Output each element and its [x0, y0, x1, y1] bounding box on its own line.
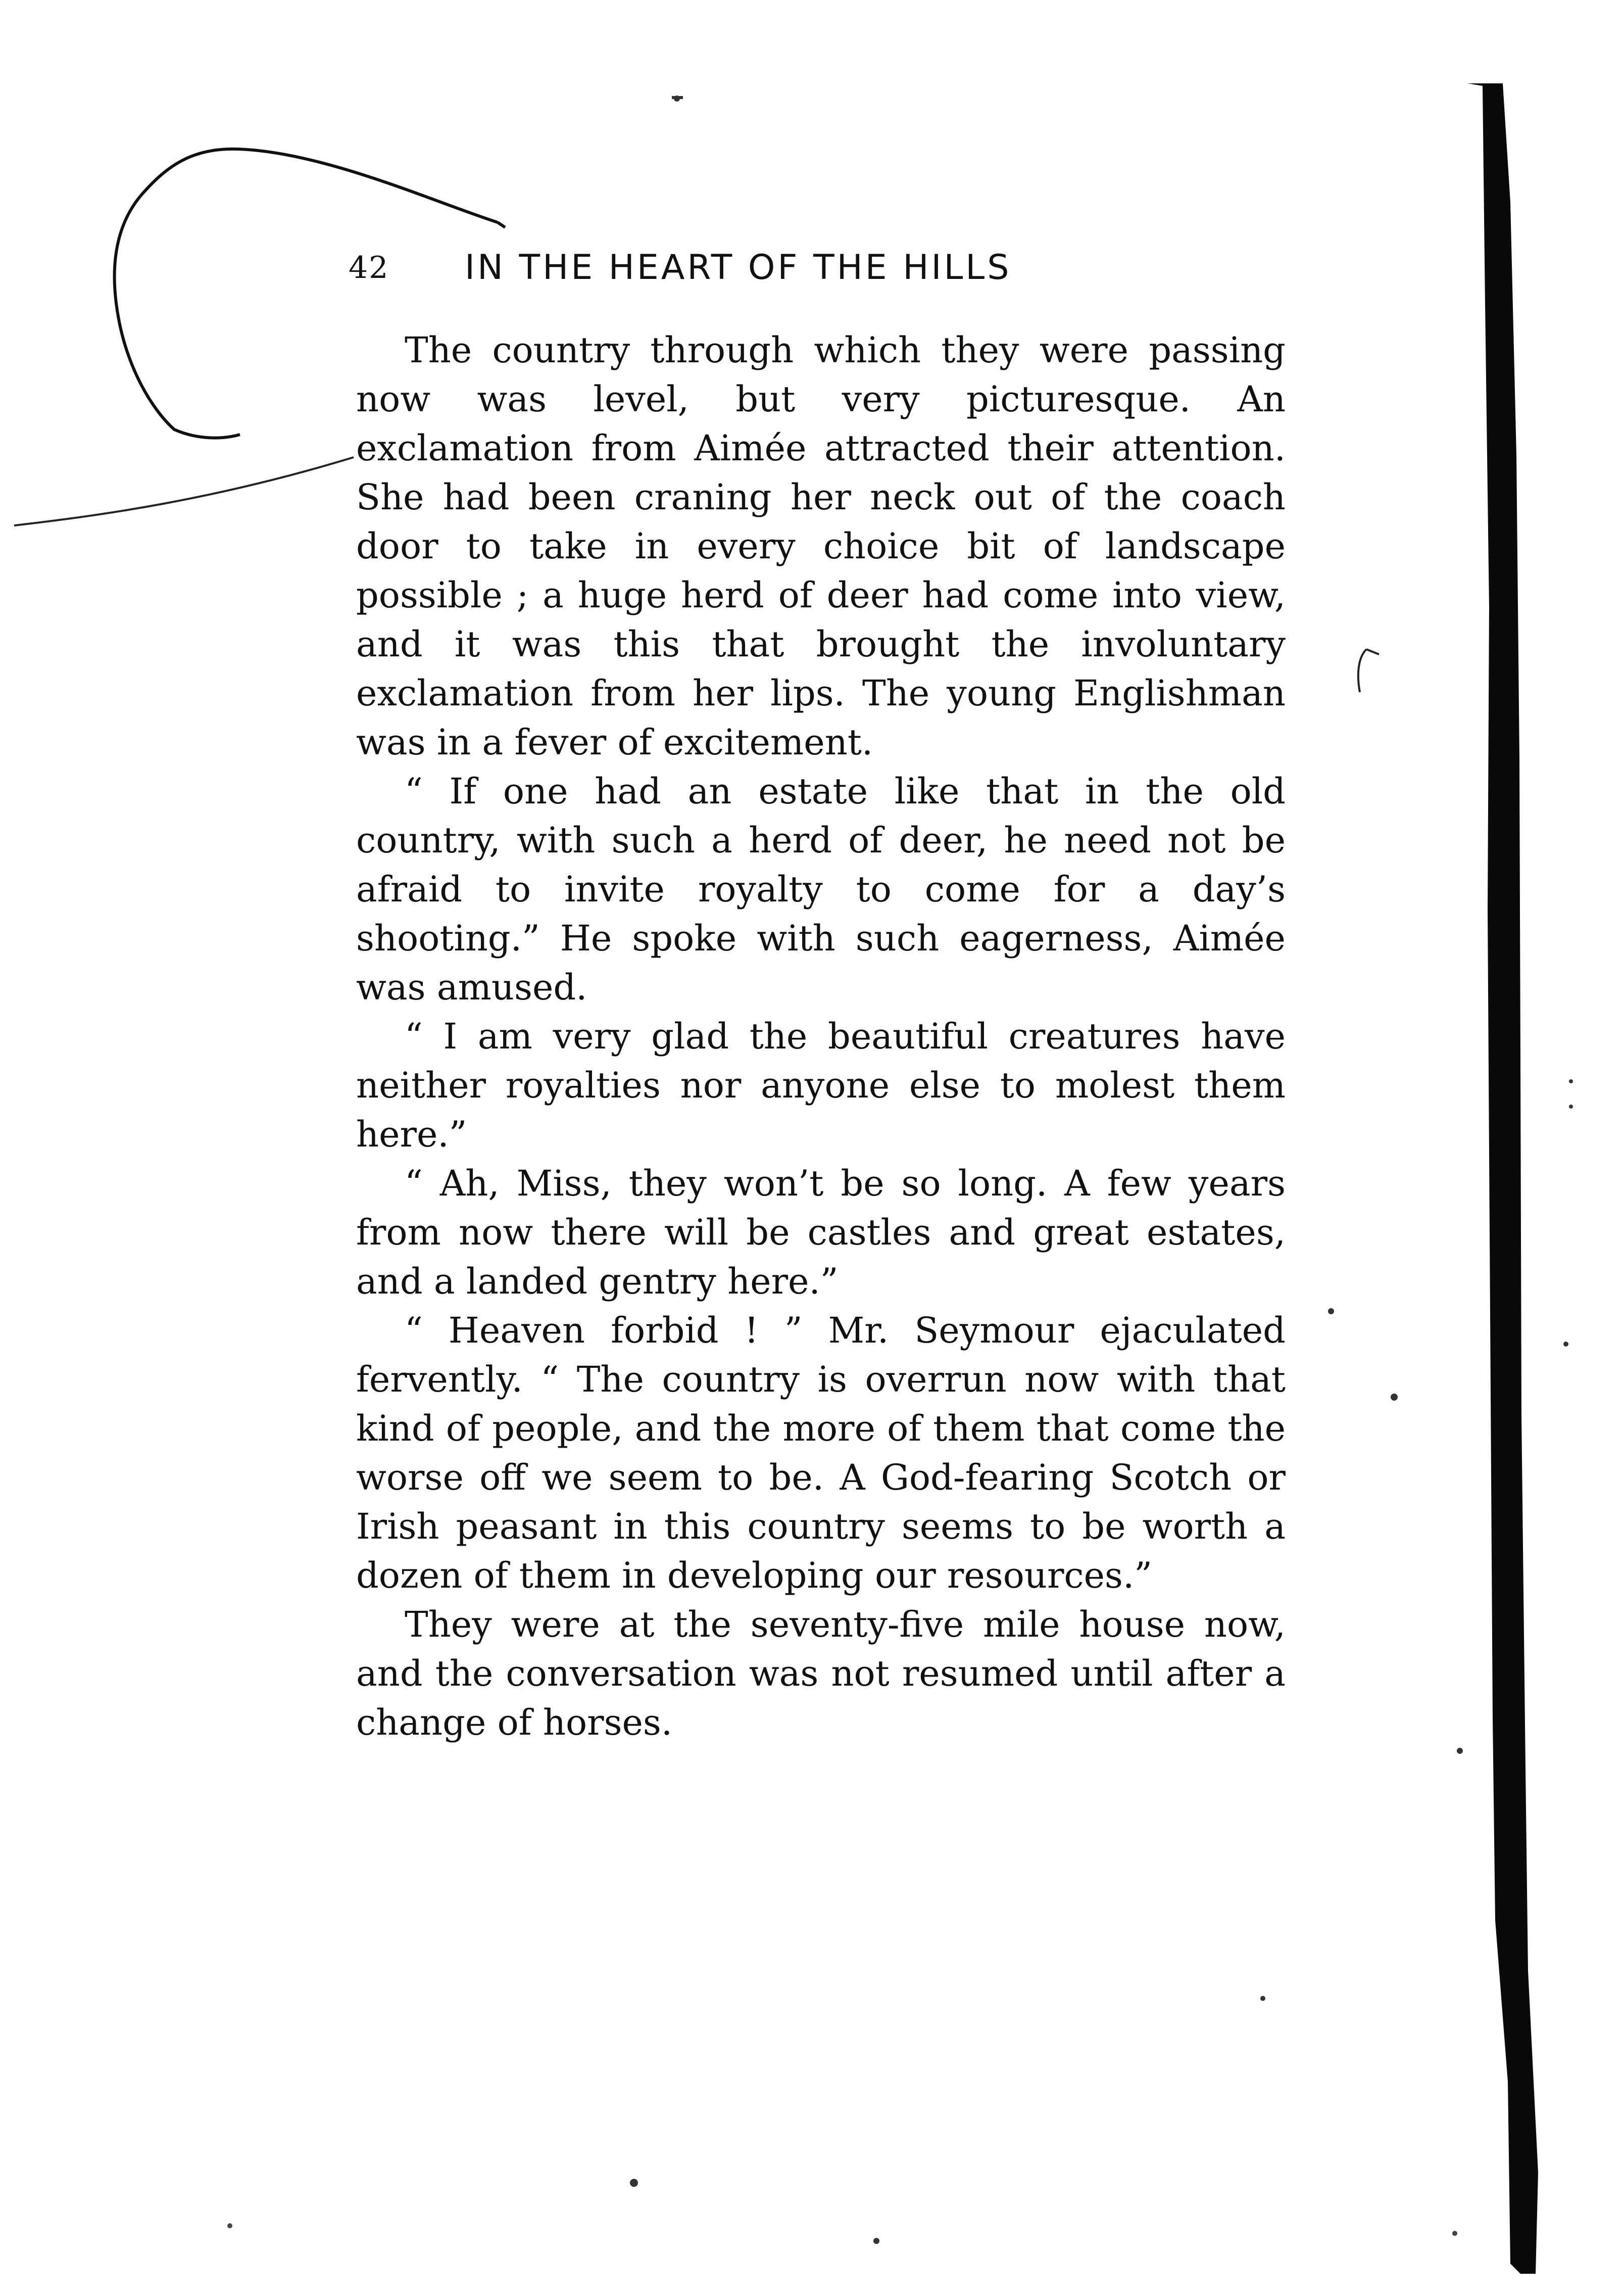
paragraph: “ If one had an estate like that in the old country, with such a herd of deer, he need not be afraid to invite royalty to come for a day’s shooting.” He spoke with such eagerness, Aimée was amused. [356, 771, 1286, 1008]
paragraph: “ I am very glad the beautiful creatures have neither royalties nor anyone else to molest them here.” [356, 1016, 1286, 1155]
page-number: 42 [349, 250, 389, 285]
paragraph: “ Ah, Miss, they won’t be so long. A few years from now there will be castles and great estates, and a landed gentry here.” [356, 1163, 1286, 1302]
pen-curve-tail [498, 222, 505, 227]
paragraph: The country through which they were passing now was level, but very picturesque. An exclamation from Aimée attracted their attention. She had been craning her neck out of the coach door to take in every choice bit of landscape possible ; a huge herd of deer had come into view, and it was this that brought the involuntary exclamation from her lips. The young Englishman was in a fever of excitement. [356, 329, 1286, 763]
paragraph: “ Heaven forbid ! ” Mr. Seymour ejaculated fervently. “ The country is overrun now with that kind of people, and the more of them that come the worse off we seem to be. A God-fearing Scotch or Irish peasant in this country seems to be worth a dozen of them in developing our resources.” [356, 1310, 1286, 1596]
running-head: IN THE HEART OF THE HILLS [465, 248, 1012, 288]
body-text [356, 326, 1286, 1747]
paragraph: They were at the seventy-five mile house now, and the conversation was not resumed until after a change of horses. [356, 1604, 1286, 1743]
page-header [349, 237, 1298, 298]
page-edge-shadow [1467, 83, 1538, 2274]
pen-stroke-left [14, 457, 354, 525]
pen-tick-right [1358, 649, 1366, 692]
pen-tick-right-head [1366, 649, 1379, 654]
